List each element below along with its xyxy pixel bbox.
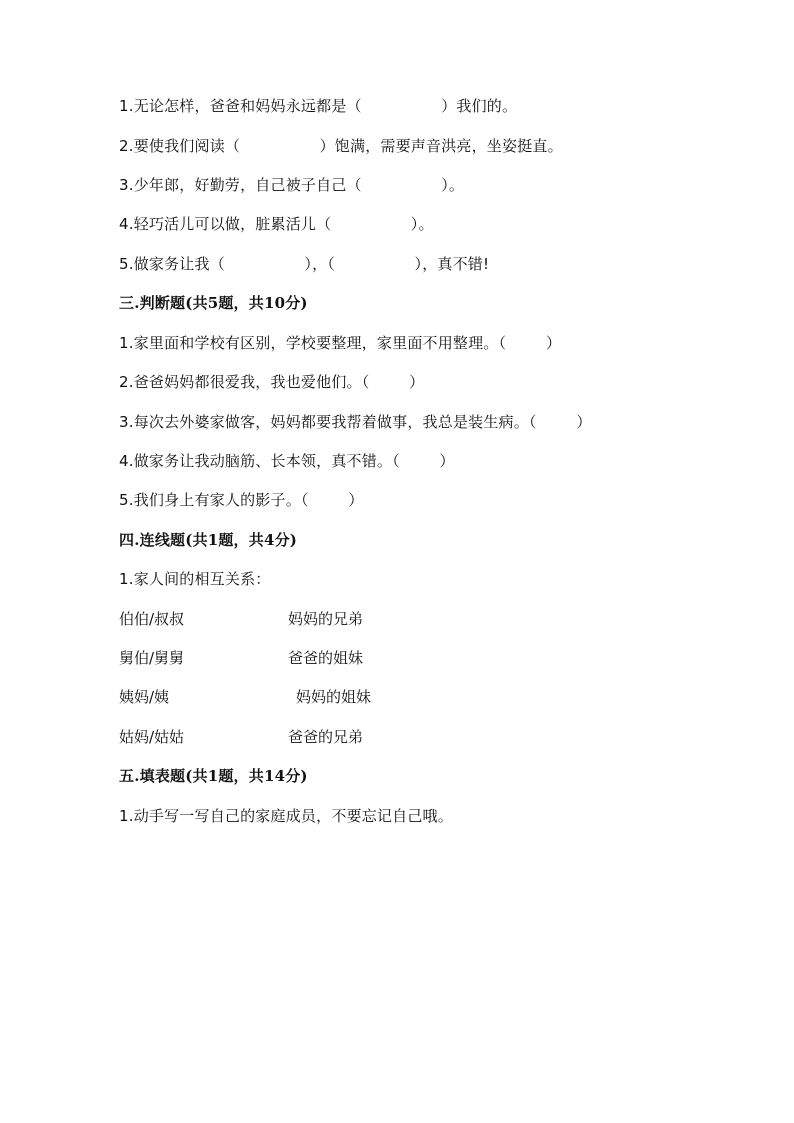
matching-right-item-1: 妈妈的兄弟 — [288, 610, 364, 628]
table-fill-section-heading: 五.填表题(共1题，共14分) — [119, 767, 308, 785]
matching-left-item-2: 舅伯/舅舅 — [119, 649, 185, 667]
matching-section-heading: 四.连线题(共1题，共4分) — [119, 531, 298, 549]
judge-item-3: 3.每次去外婆家做客，妈妈都要我帮着做事，我总是装生病。（ ） — [119, 413, 592, 431]
matching-left-item-3: 姨妈/姨 — [119, 688, 170, 706]
matching-right-item-4: 爸爸的兄弟 — [288, 728, 364, 746]
judge-item-5: 5.我们身上有家人的影子。（ ） — [119, 491, 364, 509]
matching-right-item-3: 妈妈的姐妹 — [296, 688, 372, 706]
fill-blank-item-5: 5.做家务让我（ ），（ ），真不错! — [119, 255, 490, 273]
judge-item-4: 4.做家务让我动脑筋、长本领，真不错。（ ） — [119, 452, 455, 470]
matching-left-item-4: 姑妈/姑姑 — [119, 728, 185, 746]
table-fill-question: 1.动手写一写自己的家庭成员，不要忘记自己哦。 — [119, 807, 453, 825]
matching-left-item-1: 伯伯/叔叔 — [119, 610, 185, 628]
fill-blank-item-4: 4.轻巧活儿可以做，脏累活儿（ ）。 — [119, 215, 434, 233]
fill-blank-item-1: 1.无论怎样，爸爸和妈妈永远都是（ ）我们的。 — [119, 97, 518, 115]
judge-item-2: 2.爸爸妈妈都很爱我，我也爱他们。（ ） — [119, 373, 425, 391]
fill-blank-item-2: 2.要使我们阅读（ ）饱满，需要声音洪亮，坐姿挺直。 — [119, 137, 563, 155]
fill-blank-item-3: 3.少年郎，好勤劳，自己被子自己（ ）。 — [119, 176, 465, 194]
matching-question: 1.家人间的相互关系： — [119, 570, 271, 588]
judge-item-1: 1.家里面和学校有区别，学校要整理，家里面不用整理。（ ） — [119, 334, 562, 352]
judge-section-heading: 三.判断题(共5题，共10分) — [119, 294, 308, 312]
matching-right-item-2: 爸爸的姐妹 — [288, 649, 364, 667]
